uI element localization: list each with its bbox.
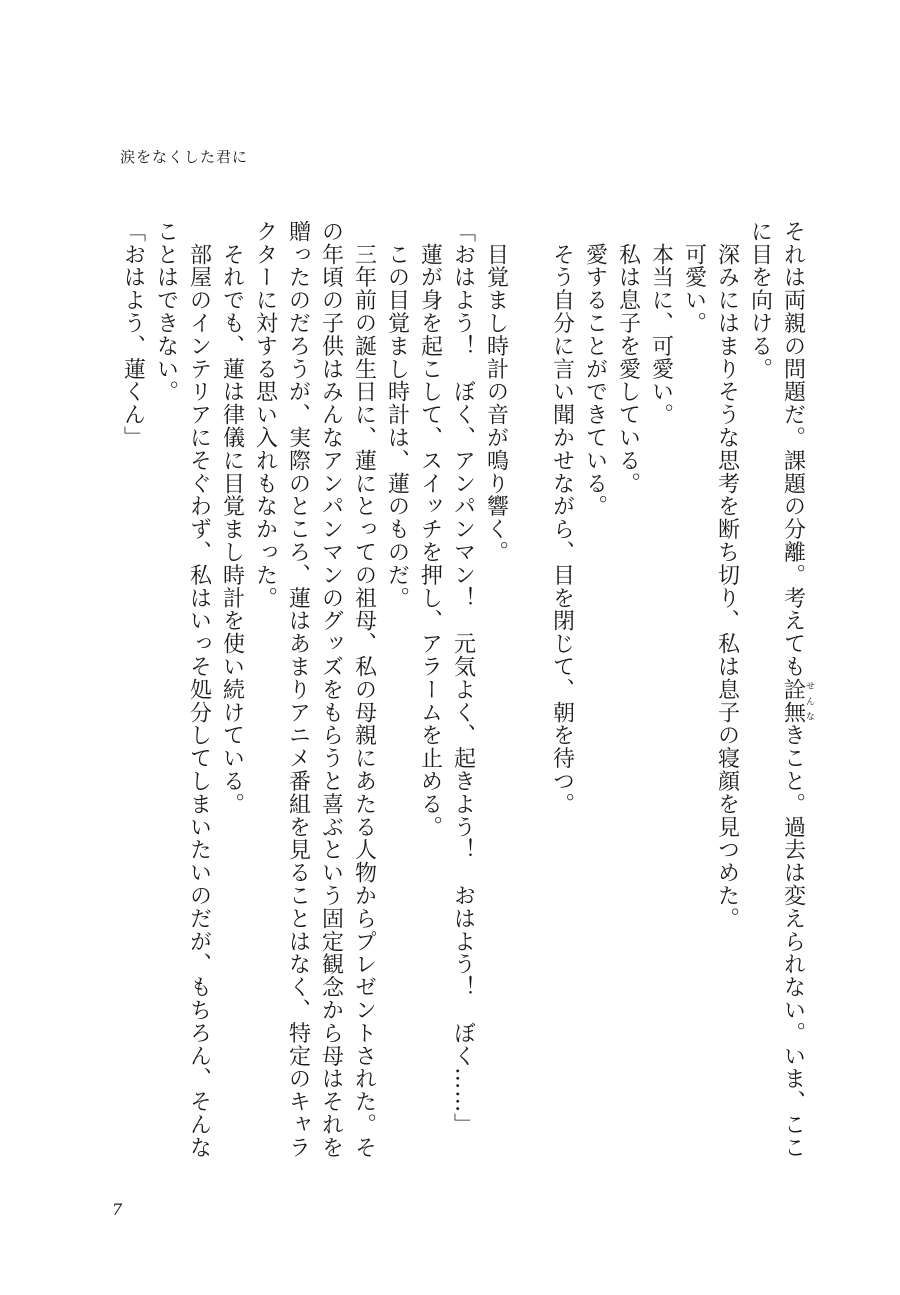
paragraph-text: きこと。過去は変えられない。いま、ここに目を向ける。	[747, 220, 806, 1159]
paragraph: それでも、蓮は律儀に目覚まし時計を使い続けている。	[219, 220, 245, 816]
page-number: 7	[112, 1200, 123, 1219]
paragraph: 本当に、可愛い。	[648, 220, 674, 427]
paragraph: 可愛い。	[681, 220, 707, 335]
paragraph: 部屋のインテリアにそぐわず、私はいっそ処分してしまいたいのだが、もちろん、そんなことはできない。	[153, 220, 212, 1159]
body-text	[117, 220, 815, 1180]
running-head-title: 涙をなくした君に	[120, 148, 249, 166]
ruby-reading: せんな	[804, 678, 814, 724]
paragraph: 私は息子を愛している。	[615, 220, 641, 495]
paragraph: 愛することができている。	[582, 220, 608, 518]
paragraph-text: それは両親の問題だ。課題の分離。考えても	[780, 220, 806, 678]
paragraph: 蓮が身を起こして、スイッチを押し、アラームを止める。	[417, 220, 443, 839]
ruby-annotation	[780, 678, 814, 724]
paragraph	[744, 220, 815, 1180]
section-break	[513, 220, 546, 1180]
ruby-base: 詮無	[780, 678, 806, 724]
dialogue: 「おはよう！ ぼく、アンパンマン！ 元気よく、起きよう！ おはよう！ ぼく……」	[450, 220, 476, 1136]
paragraph: 深みにはまりそうな思考を断ち切り、私は息子の寝顔を見つめた。	[714, 220, 740, 930]
paragraph: この目覚まし時計は、蓮のものだ。	[384, 220, 410, 610]
paragraph: そう自分に言い聞かせながら、目を閉じて、朝を待つ。	[549, 220, 575, 816]
paragraph: 目覚まし時計の音が鳴り響く。	[483, 220, 509, 564]
paragraph: 三年前の誕生日に、蓮にとっての祖母、私の母親にあたる人物からプレゼントされた。その年頃の子供はみんなアンパンマンのグッズをもらうと喜ぶという固定観念から母はそれを贈ったのだろうが、実際のところ、蓮はあまりアニメ番組を見ることはなく、特定のキャラクターに対する思い入れもなかった。	[252, 220, 377, 1159]
dialogue: 「おはよう、蓮くん」	[120, 220, 146, 449]
